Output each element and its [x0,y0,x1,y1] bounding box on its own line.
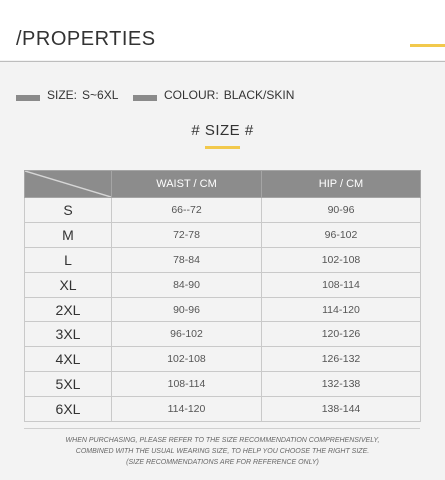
size-cell: 2XL [25,297,112,322]
size-property-value: S~6XL [82,88,119,102]
note-divider [24,428,420,429]
hip-cell: 102-108 [262,247,421,272]
size-cell: S [25,198,112,223]
hip-cell: 90-96 [262,198,421,223]
waist-cell: 108-114 [112,372,262,397]
hip-cell: 126-132 [262,347,421,372]
size-cell: XL [25,272,112,297]
note-line-2: COMBINED WITH THE USUAL WEARING SIZE, TO HELP YOU CHOOSE THE RIGHT SIZE. [75,448,370,455]
table-row [25,272,421,297]
note-line-1: WHEN PURCHASING, PLEASE REFER TO THE SIZE RECOMMENDATION COMPREHENSIVELY, [65,437,380,444]
waist-cell: 78-84 [112,247,262,272]
hip-cell: 114-120 [262,297,421,322]
header [0,0,445,60]
size-heading-underline [205,146,240,149]
colour-property-value: BLACK/SKIN [223,88,295,102]
waist-cell: 66--72 [112,198,262,223]
size-legend-bar [16,95,40,101]
size-recommendation-note [0,435,445,468]
corner-header-cell [25,171,112,198]
note-line-3: (SIZE RECOMMENDATIONS ARE FOR REFERENCE ONLY) [126,459,319,466]
table-row [25,198,421,223]
hip-cell: 132-138 [262,372,421,397]
waist-cell: 102-108 [112,347,262,372]
size-property-label: SIZE: [47,88,78,102]
waist-cell: 72-78 [112,222,262,247]
size-cell: 6XL [25,397,112,422]
header-accent-bar [410,44,445,47]
properties-legend [0,86,445,106]
page-title: /PROPERTIES [16,28,156,50]
hip-cell: 138-144 [262,397,421,422]
waist-cell: 90-96 [112,297,262,322]
table-row [25,297,421,322]
size-cell: L [25,247,112,272]
table-row [25,247,421,272]
table-row [25,397,421,422]
waist-column-header: WAIST / CM [112,171,262,198]
table-header-row [25,171,421,198]
colour-property-label: COLOUR: [164,88,219,102]
hip-cell: 96-102 [262,222,421,247]
header-divider [0,61,445,62]
size-cell: 4XL [25,347,112,372]
waist-cell: 84-90 [112,272,262,297]
waist-cell: 114-120 [112,397,262,422]
hip-column-header: HIP / CM [262,171,421,198]
hip-cell: 108-114 [262,272,421,297]
colour-property [164,88,294,102]
size-property [47,88,118,102]
size-cell: M [25,222,112,247]
waist-cell: 96-102 [112,322,262,347]
table-row [25,322,421,347]
hip-cell: 120-126 [262,322,421,347]
size-table [24,170,421,422]
colour-legend-bar [133,95,157,101]
size-table-body [25,198,421,422]
table-row [25,347,421,372]
table-row [25,222,421,247]
table-row [25,372,421,397]
size-cell: 3XL [25,322,112,347]
corner-diagonal-line [25,171,111,197]
size-cell: 5XL [25,372,112,397]
size-heading: # SIZE # [191,122,254,139]
